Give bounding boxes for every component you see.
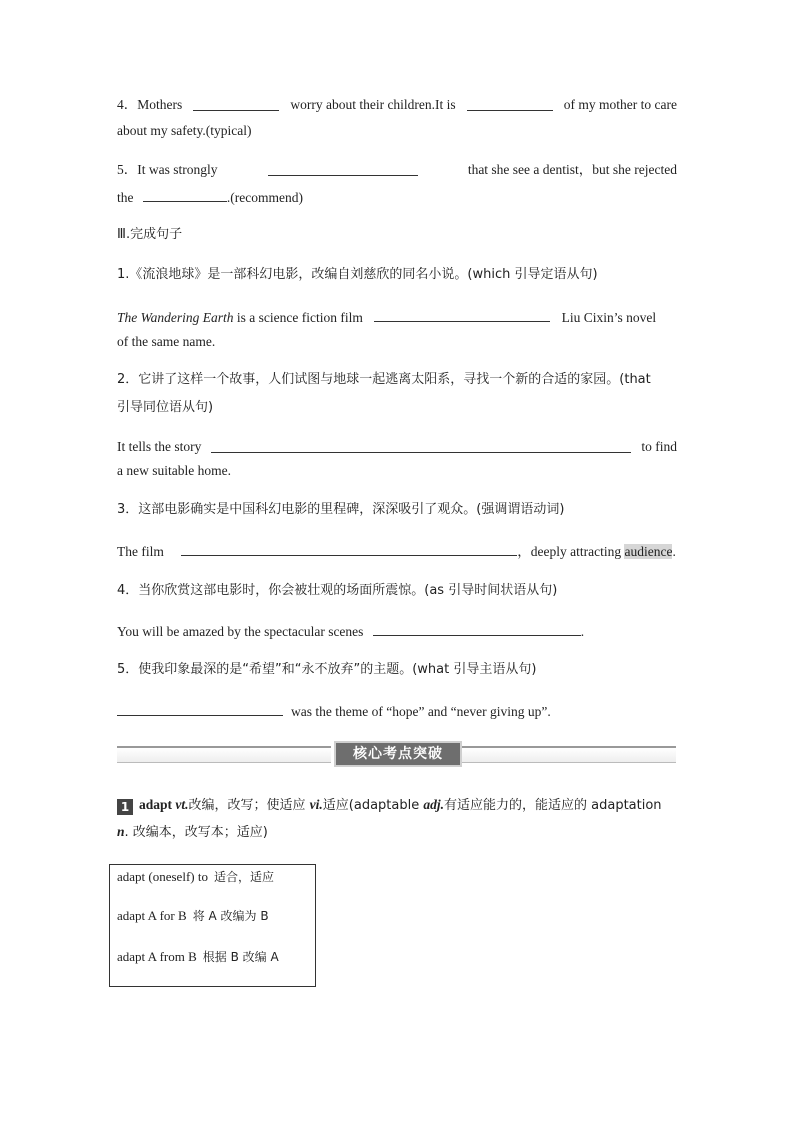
q5-blank-2[interactable]: [143, 187, 227, 202]
point1-def-adj: 有适应能力的，能适应的 adaptation: [444, 798, 662, 813]
banner-title: 核心考点突破: [334, 741, 462, 767]
phrase-row: [117, 907, 269, 924]
s3-item1-en-b: Liu Cixin’s novel: [561, 310, 657, 325]
q4-line2: about my safety.(typical): [117, 123, 252, 138]
phrase-box: [109, 864, 316, 987]
point1-term: adapt: [139, 797, 176, 812]
s3-item4-en-a: You will be amazed by the spectacular scenes: [117, 624, 364, 639]
point1-line1: [117, 796, 662, 815]
s3-item1-zh: 1.《流浪地球》是一部科幻电影，改编自刘慈欣的同名小说。(which 引导定语从句): [117, 267, 598, 282]
s3-item5-zh: 5．使我印象最深的是“希望”和“永不放弃”的主题。(what 引导主语从句): [117, 662, 537, 677]
s3-item4-blank[interactable]: [373, 621, 581, 636]
s3-item2-en-a: It tells the story: [117, 439, 202, 454]
banner-rule-left: [117, 746, 331, 763]
phrase-cn: 将 A 改编为 B: [192, 909, 269, 923]
s3-item2-en: [117, 438, 677, 456]
phrase-cn: 适合，适应: [213, 870, 274, 884]
q5-line2: [117, 187, 303, 207]
section-banner: [117, 741, 676, 769]
s3-item2-zh2: 引导同位语从句): [117, 400, 214, 415]
q5-blank-1[interactable]: [268, 161, 418, 176]
q5-text-a: 5．It was strongly: [117, 162, 218, 177]
phrase-en: adapt (oneself) to: [117, 869, 208, 884]
point-number-badge: 1: [117, 799, 133, 815]
s3-item1-title: The Wandering Earth: [117, 310, 234, 325]
s3-item1-blank[interactable]: [374, 307, 550, 322]
point1-pos-adj: adj.: [423, 797, 444, 812]
s3-item2-en-b: to find: [641, 439, 677, 454]
s3-item5-en-b: was the theme of “hope” and “never giving up”.: [291, 704, 551, 719]
s3-item5-en: [117, 701, 551, 721]
s3-item3-en-a: The film: [117, 544, 164, 559]
banner-rule-right: [462, 746, 676, 763]
q5-text-the: the: [117, 190, 134, 205]
q4-text-c: of my mother to care: [563, 97, 677, 112]
q5-text-b: that she see a dentist，but she rejected: [467, 162, 677, 177]
q4-text-a: 4．Mothers: [117, 97, 183, 112]
q4-blank-2[interactable]: [467, 96, 553, 111]
s3-item2-zh: 2．它讲了这样一个故事，人们试图与地球一起逃离太阳系，寻找一个新的合适的家园。(that: [117, 372, 651, 387]
s3-item1-en: [117, 307, 656, 327]
point1-def-vt: 改编，改写；使适应: [188, 798, 310, 813]
point1-line2: [117, 823, 268, 842]
q5-line1: [117, 161, 677, 179]
point1-pos-vt: vt.: [175, 797, 189, 812]
section3-heading: Ⅲ.完成句子: [117, 227, 183, 242]
s3-item1-en-a: is a science fiction film: [233, 310, 363, 325]
point1-def-n: . 改编本，改写本；适应): [124, 825, 268, 840]
s3-item4-zh: 4．当你欣赏这部电影时，你会被壮观的场面所震惊。(as 引导时间状语从句): [117, 583, 558, 598]
q4-line1: [117, 96, 677, 114]
s3-item3-highlight: audience: [624, 544, 673, 559]
s3-item3-en-end: .: [672, 544, 676, 559]
phrase-en: adapt A for B: [117, 908, 187, 923]
s3-item1-en-line2: of the same name.: [117, 334, 216, 349]
s3-item4-en: [117, 621, 584, 641]
q4-blank-1[interactable]: [193, 96, 279, 111]
point1-pos-vi: vi.: [309, 797, 323, 812]
s3-item2-en-line2: a new suitable home.: [117, 463, 231, 478]
phrase-cn: 根据 B 改编 A: [202, 950, 279, 964]
s3-item3-en: [117, 541, 676, 561]
point1-pos-n: n: [117, 824, 125, 839]
phrase-en: adapt A from B: [117, 949, 197, 964]
phrase-row: [117, 948, 279, 965]
q4-text-b: worry about their children.It is: [290, 97, 456, 112]
s3-item3-blank[interactable]: [181, 541, 517, 556]
s3-item3-zh: 3．这部电影确实是中国科幻电影的里程碑，深深吸引了观众。(强调谓语动词): [117, 502, 565, 517]
s3-item2-blank[interactable]: [211, 438, 631, 453]
s3-item3-en-b: ，deeply attracting: [517, 544, 622, 559]
point1-def-vi: 适应(adaptable: [322, 798, 424, 813]
s3-item4-en-end: .: [580, 624, 585, 639]
q5-text-end: .(recommend): [226, 190, 303, 205]
s3-item5-blank[interactable]: [117, 701, 283, 716]
phrase-row: [117, 868, 274, 885]
